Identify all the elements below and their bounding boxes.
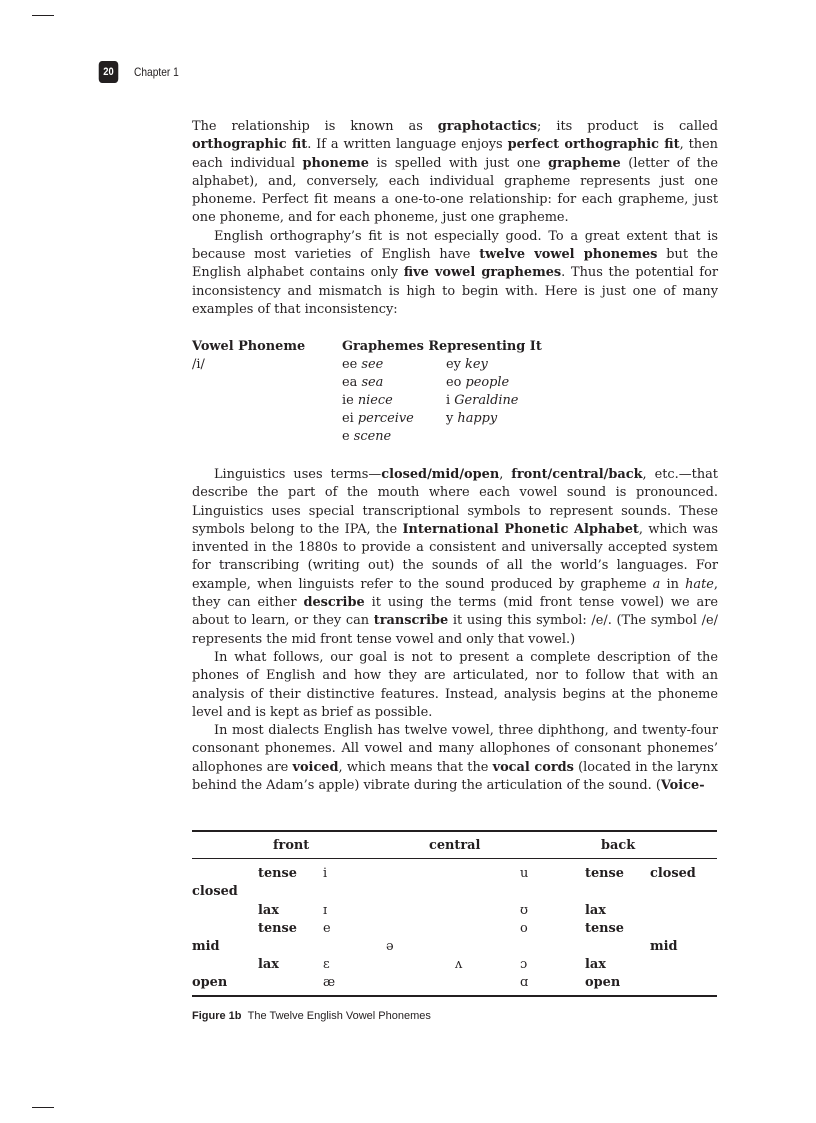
label-tense: tense: [258, 866, 297, 881]
rule-header: [192, 858, 717, 859]
crop-mark-top: [32, 15, 54, 16]
paragraph-3: [192, 466, 718, 649]
text-run: . If a written language enjoys: [307, 137, 508, 153]
body-text-top: [192, 118, 718, 319]
vowel-symbol: o: [520, 921, 528, 936]
grapheme-entry: ie niece: [342, 393, 393, 408]
vowel-symbol: e: [323, 921, 331, 936]
col-header-graphemes: Graphemes Representing It: [342, 339, 542, 354]
vowel-symbol: u: [520, 866, 529, 881]
text-run: in: [660, 576, 686, 592]
label-tense: tense: [585, 866, 624, 881]
label-tense: tense: [585, 921, 624, 936]
label-open: open: [192, 975, 228, 990]
rule-top: [192, 830, 717, 832]
label-closed: closed: [650, 866, 696, 881]
label-tense: tense: [258, 921, 297, 936]
paragraph-2: [192, 228, 718, 319]
label-lax: lax: [258, 903, 279, 918]
text-run: but the English alphabet contains only: [192, 247, 718, 281]
header-front: front: [273, 838, 310, 853]
bold-term: describe: [303, 595, 365, 611]
text-run: it using this symbol: /e/. (The symbol /e/ represents the mid front tense vowel and only that vowel.): [192, 613, 718, 647]
bold-term: Voice-: [660, 778, 705, 794]
text-run: ; its product is called: [537, 119, 718, 134]
vowel-symbol: ə: [386, 939, 394, 954]
bold-term: closed/mid/open: [381, 467, 500, 482]
bold-term: vocal cords: [492, 759, 574, 775]
vowel-symbol: æ: [323, 975, 336, 990]
text-run: is spelled with just one: [368, 155, 549, 171]
text-run: , then each individual: [192, 137, 718, 171]
label-lax: lax: [585, 903, 606, 918]
bold-term: grapheme: [548, 155, 621, 171]
bold-term: International Phonetic Alphabet: [402, 521, 639, 537]
label-closed: closed: [192, 884, 238, 899]
text-run: . Thus the potential for inconsistency and mismatch is high to begin with. Here is just one of many examples of that inconsistency:: [192, 265, 718, 317]
bold-term: orthographic fit: [192, 137, 308, 153]
label-open: open: [585, 975, 621, 990]
italic-term: hate: [685, 576, 714, 592]
grapheme-entry: ey key: [446, 357, 488, 372]
grapheme-entry: eo people: [446, 375, 510, 390]
page-number: 20: [99, 61, 119, 83]
grapheme-entry: ei perceive: [342, 411, 414, 426]
text-run: In most dialects English has twelve vowel, three diphthong, and twenty-four consonant phonemes. All vowel and many allophones of consonant phonemes’ allophones are: [192, 723, 718, 775]
grapheme-entry: y happy: [446, 411, 498, 426]
bold-term: twelve vowel phonemes: [479, 247, 658, 263]
figure-caption-text: The Twelve English Vowel Phonemes: [247, 1010, 431, 1022]
text-run: In what follows, our goal is not to present a complete description of the phones of English and how they are articulated, nor to follow that with an analysis of their distinctive features. Instead, analysis begins at the phoneme level and is kept as brief as possible.: [192, 649, 718, 720]
text-run: ,: [499, 467, 512, 482]
paragraph-4: [192, 649, 718, 722]
grapheme-entry: ee see: [342, 357, 384, 372]
text-run: (letter of the alphabet), and, conversely, each individual grapheme represents just one phoneme. Perfect fit means a one-to-one relationship: for each grapheme, just one phoneme, and for each phoneme, just one grapheme.: [192, 155, 719, 226]
vowel-symbol: ɪ: [323, 903, 328, 918]
bold-term: five vowel graphemes: [403, 265, 562, 281]
text-run: The relationship is known as: [192, 119, 438, 134]
header-back: back: [601, 838, 636, 853]
vowel-symbol: ʊ: [520, 903, 528, 918]
vowel-symbol: ɑ: [520, 975, 529, 990]
figure-caption-label: Figure 1b: [192, 1010, 242, 1022]
vowel-symbol: i: [323, 866, 328, 881]
grapheme-entry: e scene: [342, 429, 392, 444]
col-header-vowel-phoneme: Vowel Phoneme: [192, 339, 306, 354]
text-run: , which means that the: [338, 759, 493, 775]
header-central: central: [429, 838, 481, 853]
bold-term: perfect orthographic fit: [507, 137, 680, 153]
label-lax: lax: [585, 957, 606, 972]
label-lax: lax: [258, 957, 279, 972]
italic-term: a: [652, 576, 661, 592]
bold-term: front/central/back: [511, 467, 643, 482]
bold-term: phoneme: [302, 155, 369, 171]
grapheme-entry: i Geraldine: [446, 393, 519, 408]
body-text-bottom: [192, 466, 718, 795]
vowel-chart-figure: [192, 830, 717, 998]
paragraph-1: [192, 118, 718, 228]
label-mid: mid: [650, 939, 678, 954]
bold-term: transcribe: [373, 613, 449, 629]
vowel-symbol: ɔ: [520, 957, 528, 972]
running-header: [97, 61, 187, 83]
chapter-label: Chapter 1: [134, 65, 179, 79]
text-run: Linguistics uses terms—: [214, 467, 382, 482]
text-run: , etc.—that describe the part of the mouth where each vowel sound is pronounced. Linguistics uses special transcriptional symbols to represent sounds. These symbols belong to the IPA, the: [192, 467, 718, 537]
vowel-symbol: ɛ: [323, 957, 330, 972]
figure-caption: [192, 1010, 431, 1022]
text-run: (located in the larynx behind the Adam’s apple) vibrate during the articulation of the sound. (: [192, 759, 718, 794]
phoneme-i: /i/: [192, 357, 205, 372]
crop-mark-bottom: [32, 1107, 54, 1108]
bold-term: voiced: [292, 759, 339, 775]
paragraph-5: [192, 722, 718, 795]
rule-bottom: [192, 995, 717, 997]
text-run: , which was invented in the 1880s to provide a consistent and universally accepted system for transcribing (writing out) the sounds of all the world’s languages. For example, when linguists refer to the sound produced by grapheme: [192, 521, 718, 592]
vowel-symbol: ʌ: [455, 957, 463, 972]
label-mid: mid: [192, 939, 220, 954]
grapheme-entry: ea sea: [342, 375, 384, 390]
text-run: English orthography’s fit is not especially good. To a great extent that is because most varieties of English have: [192, 228, 718, 263]
text-run: , they can either: [192, 576, 718, 611]
text-run: it using the terms (mid front tense vowel) we are about to learn, or they can: [192, 595, 718, 629]
bold-term: graphotactics: [437, 119, 538, 134]
